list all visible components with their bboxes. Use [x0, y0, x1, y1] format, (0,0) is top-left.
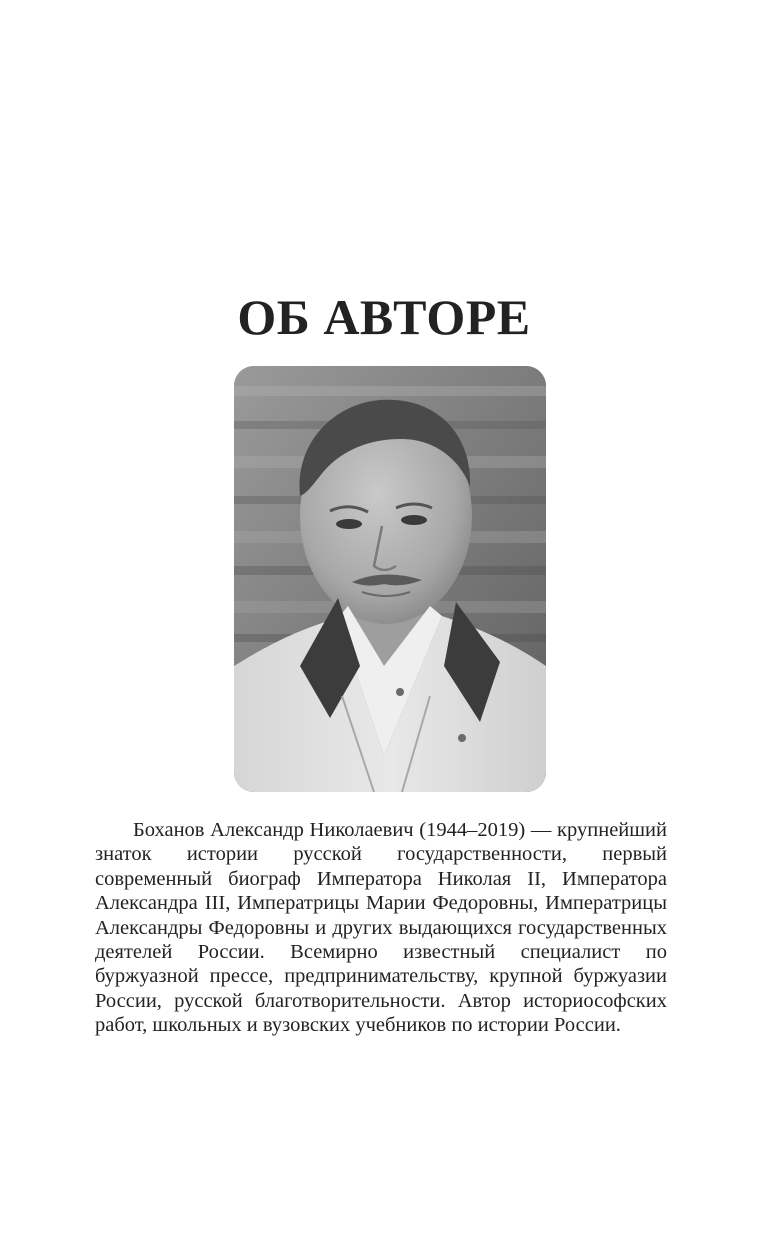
author-portrait-photo [234, 366, 546, 792]
portrait-illustration [234, 366, 546, 792]
author-biography: Боханов Александр Николаевич (1944–2019) — крупнейший знаток истории русской государственности, первый современный биограф Императора Николая II, Императора Александра III, Императрицы Марии Федоровны, Императрицы Александры Федоровны и других выдающихся государственных деятелей России. Всемирно известный специалист по буржуазной прессе, предпринимательству, крупной буржуазии России, русской благотворительности. Автор историософских работ, школьных и вузовских учебников по истории России. [95, 819, 667, 1037]
page-title: ОБ АВТОРЕ [237, 289, 531, 345]
